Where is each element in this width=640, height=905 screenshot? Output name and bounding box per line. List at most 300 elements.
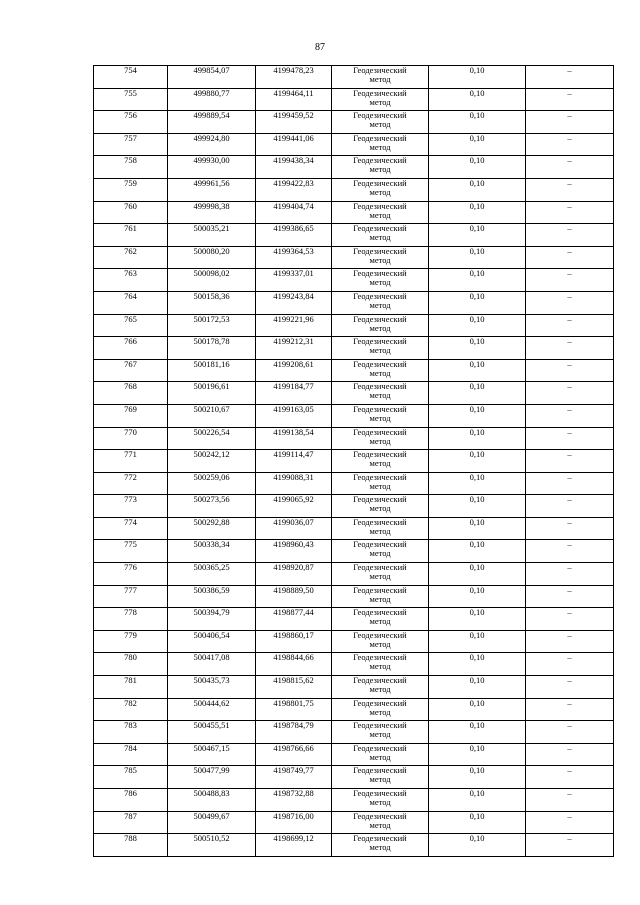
method-line-1: Геодезический — [353, 268, 407, 279]
method-line-2: метод — [369, 751, 391, 762]
method-cell — [332, 404, 429, 427]
x-coordinate-cell: 499930,00 — [168, 156, 256, 179]
point-number-cell: 762 — [94, 246, 168, 269]
table-row — [94, 269, 614, 292]
x-coordinate-cell: 500488,83 — [168, 789, 256, 812]
note-cell: – — [526, 630, 614, 653]
accuracy-cell: 0,10 — [429, 314, 526, 337]
note-cell: – — [526, 269, 614, 292]
y-coordinate-cell: 4199138,54 — [256, 427, 332, 450]
point-number-cell: 787 — [94, 811, 168, 834]
method-line-2: метод — [369, 842, 391, 853]
method-cell — [332, 246, 429, 269]
y-coordinate-cell: 4198801,75 — [256, 698, 332, 721]
method-cell — [332, 382, 429, 405]
accuracy-cell: 0,10 — [429, 811, 526, 834]
method-cell — [332, 337, 429, 360]
method-line-1: Геодезический — [353, 585, 407, 595]
point-number-cell: 781 — [94, 676, 168, 699]
table-row — [94, 66, 614, 89]
method-line-2: метод — [369, 345, 391, 356]
table-row — [94, 698, 614, 721]
method-line-2: метод — [369, 706, 391, 717]
note-cell: – — [526, 540, 614, 563]
coordinates-table-body — [94, 66, 614, 857]
note-cell: – — [526, 359, 614, 382]
method-line-1: Геодезический — [353, 155, 407, 166]
accuracy-cell: 0,10 — [429, 766, 526, 789]
note-cell: – — [526, 608, 614, 631]
method-line-1: Геодезический — [353, 765, 407, 776]
accuracy-cell: 0,10 — [429, 111, 526, 134]
method-line-2: метод — [369, 435, 391, 446]
method-line-1: Геодезический — [353, 517, 407, 527]
method-line-2: метод — [369, 254, 391, 265]
note-cell: – — [526, 404, 614, 427]
point-number-cell: 777 — [94, 585, 168, 608]
note-cell: – — [526, 133, 614, 156]
method-line-1: Геодезический — [353, 494, 407, 505]
x-coordinate-cell: 499961,56 — [168, 178, 256, 201]
point-number-cell: 788 — [94, 834, 168, 857]
table-row — [94, 743, 614, 766]
table-row — [94, 382, 614, 405]
method-line-1: Геодезический — [353, 65, 407, 75]
point-number-cell: 780 — [94, 653, 168, 676]
method-cell — [332, 608, 429, 631]
table-row — [94, 201, 614, 224]
accuracy-cell: 0,10 — [429, 789, 526, 812]
x-coordinate-cell: 500435,73 — [168, 676, 256, 699]
y-coordinate-cell: 4198766,66 — [256, 743, 332, 766]
x-coordinate-cell: 500226,54 — [168, 427, 256, 450]
y-coordinate-cell: 4199404,74 — [256, 201, 332, 224]
point-number-cell: 772 — [94, 472, 168, 495]
note-cell: – — [526, 382, 614, 405]
method-line-1: Геодезический — [353, 472, 407, 482]
method-line-1: Геодезический — [353, 314, 407, 324]
point-number-cell: 766 — [94, 337, 168, 360]
table-row — [94, 246, 614, 269]
table-row — [94, 563, 614, 586]
table-row — [94, 608, 614, 631]
accuracy-cell: 0,10 — [429, 472, 526, 495]
accuracy-cell: 0,10 — [429, 563, 526, 586]
method-cell — [332, 766, 429, 789]
table-row — [94, 337, 614, 360]
point-number-cell: 759 — [94, 178, 168, 201]
note-cell: – — [526, 66, 614, 89]
accuracy-cell: 0,10 — [429, 721, 526, 744]
accuracy-cell: 0,10 — [429, 246, 526, 269]
y-coordinate-cell: 4199459,52 — [256, 111, 332, 134]
method-cell — [332, 314, 429, 337]
method-cell — [332, 427, 429, 450]
y-coordinate-cell: 4199243,84 — [256, 291, 332, 314]
point-number-cell: 779 — [94, 630, 168, 653]
accuracy-cell: 0,10 — [429, 834, 526, 857]
y-coordinate-cell: 4199441,06 — [256, 133, 332, 156]
method-line-1: Геодезический — [353, 404, 407, 414]
accuracy-cell: 0,10 — [429, 359, 526, 382]
x-coordinate-cell: 500158,36 — [168, 291, 256, 314]
y-coordinate-cell: 4199163,05 — [256, 404, 332, 427]
method-line-2: метод — [369, 571, 391, 582]
note-cell: – — [526, 495, 614, 518]
note-cell: – — [526, 88, 614, 111]
table-row — [94, 630, 614, 653]
method-line-2: метод — [369, 412, 391, 423]
note-cell: – — [526, 743, 614, 766]
x-coordinate-cell: 499889,54 — [168, 111, 256, 134]
method-cell — [332, 698, 429, 721]
accuracy-cell: 0,10 — [429, 698, 526, 721]
method-line-2: метод — [369, 819, 391, 830]
method-cell — [332, 291, 429, 314]
accuracy-cell: 0,10 — [429, 676, 526, 699]
accuracy-cell: 0,10 — [429, 382, 526, 405]
point-number-cell: 776 — [94, 563, 168, 586]
method-line-2: метод — [369, 390, 391, 401]
method-line-2: метод — [369, 774, 391, 785]
accuracy-cell: 0,10 — [429, 427, 526, 450]
y-coordinate-cell: 4198889,50 — [256, 585, 332, 608]
table-row — [94, 224, 614, 247]
y-coordinate-cell: 4199337,01 — [256, 269, 332, 292]
point-number-cell: 757 — [94, 133, 168, 156]
method-line-2: метод — [369, 729, 391, 740]
method-line-1: Геодезический — [353, 88, 407, 98]
y-coordinate-cell: 4199422,83 — [256, 178, 332, 201]
method-cell — [332, 201, 429, 224]
y-coordinate-cell: 4198749,77 — [256, 766, 332, 789]
method-line-2: метод — [369, 322, 391, 333]
x-coordinate-cell: 500181,16 — [168, 359, 256, 382]
y-coordinate-cell: 4198877,44 — [256, 608, 332, 631]
y-coordinate-cell: 4199221,96 — [256, 314, 332, 337]
note-cell: – — [526, 517, 614, 540]
y-coordinate-cell: 4198716,00 — [256, 811, 332, 834]
x-coordinate-cell: 500386,59 — [168, 585, 256, 608]
method-line-1: Геодезический — [353, 201, 407, 211]
y-coordinate-cell: 4199464,11 — [256, 88, 332, 111]
method-line-2: метод — [369, 548, 391, 559]
point-number-cell: 755 — [94, 88, 168, 111]
method-line-1: Геодезический — [353, 133, 407, 143]
table-row — [94, 495, 614, 518]
point-number-cell: 786 — [94, 789, 168, 812]
table-row — [94, 427, 614, 450]
accuracy-cell: 0,10 — [429, 178, 526, 201]
point-number-cell: 782 — [94, 698, 168, 721]
accuracy-cell: 0,10 — [429, 156, 526, 179]
y-coordinate-cell: 4198732,88 — [256, 789, 332, 812]
note-cell: – — [526, 111, 614, 134]
y-coordinate-cell: 4199364,53 — [256, 246, 332, 269]
accuracy-cell: 0,10 — [429, 517, 526, 540]
point-number-cell: 785 — [94, 766, 168, 789]
method-line-2: метод — [369, 186, 391, 197]
point-number-cell: 769 — [94, 404, 168, 427]
method-line-2: метод — [369, 616, 391, 627]
accuracy-cell: 0,10 — [429, 337, 526, 360]
method-line-2: метод — [369, 797, 391, 807]
point-number-cell: 783 — [94, 721, 168, 744]
x-coordinate-cell: 500499,67 — [168, 811, 256, 834]
method-line-2: метод — [369, 232, 391, 243]
x-coordinate-cell: 500035,21 — [168, 224, 256, 247]
note-cell: – — [526, 676, 614, 699]
accuracy-cell: 0,10 — [429, 269, 526, 292]
note-cell: – — [526, 585, 614, 608]
method-cell — [332, 495, 429, 518]
table-row — [94, 472, 614, 495]
x-coordinate-cell: 500365,25 — [168, 563, 256, 586]
point-number-cell: 784 — [94, 743, 168, 766]
accuracy-cell: 0,10 — [429, 404, 526, 427]
accuracy-cell: 0,10 — [429, 743, 526, 766]
method-line-1: Геодезический — [353, 652, 407, 663]
note-cell: – — [526, 563, 614, 586]
point-number-cell: 767 — [94, 359, 168, 382]
y-coordinate-cell: 4198844,66 — [256, 653, 332, 676]
note-cell: – — [526, 291, 614, 314]
x-coordinate-cell: 500196,61 — [168, 382, 256, 405]
point-number-cell: 764 — [94, 291, 168, 314]
method-cell — [332, 66, 429, 89]
note-cell: – — [526, 811, 614, 834]
method-line-1: Геодезический — [353, 562, 407, 573]
y-coordinate-cell: 4198860,17 — [256, 630, 332, 653]
point-number-cell: 756 — [94, 111, 168, 134]
accuracy-cell: 0,10 — [429, 630, 526, 653]
x-coordinate-cell: 499854,07 — [168, 66, 256, 89]
method-cell — [332, 224, 429, 247]
note-cell: – — [526, 698, 614, 721]
x-coordinate-cell: 500444,62 — [168, 698, 256, 721]
method-cell — [332, 540, 429, 563]
method-cell — [332, 811, 429, 834]
x-coordinate-cell: 500172,53 — [168, 314, 256, 337]
x-coordinate-cell: 499924,80 — [168, 133, 256, 156]
method-line-2: метод — [369, 299, 391, 310]
x-coordinate-cell: 500338,34 — [168, 540, 256, 563]
method-line-2: метод — [369, 96, 391, 107]
point-number-cell: 774 — [94, 517, 168, 540]
note-cell: – — [526, 224, 614, 247]
method-line-2: метод — [369, 480, 391, 491]
method-cell — [332, 111, 429, 134]
accuracy-cell: 0,10 — [429, 495, 526, 518]
point-number-cell: 763 — [94, 269, 168, 292]
method-line-1: Геодезический — [353, 833, 407, 844]
method-line-1: Геодезический — [353, 110, 407, 121]
x-coordinate-cell: 500477,99 — [168, 766, 256, 789]
method-line-2: метод — [369, 119, 391, 130]
method-cell — [332, 676, 429, 699]
method-cell — [332, 653, 429, 676]
method-line-2: метод — [369, 525, 391, 536]
table-row — [94, 517, 614, 540]
method-line-1: Геодезический — [353, 811, 407, 821]
accuracy-cell: 0,10 — [429, 585, 526, 608]
table-row — [94, 766, 614, 789]
table-row — [94, 811, 614, 834]
y-coordinate-cell: 4199208,61 — [256, 359, 332, 382]
table-row — [94, 834, 614, 857]
table-row — [94, 88, 614, 111]
table-row — [94, 111, 614, 134]
accuracy-cell: 0,10 — [429, 88, 526, 111]
y-coordinate-cell: 4199386,65 — [256, 224, 332, 247]
method-cell — [332, 178, 429, 201]
point-number-cell: 770 — [94, 427, 168, 450]
y-coordinate-cell: 4199438,34 — [256, 156, 332, 179]
note-cell: – — [526, 156, 614, 179]
accuracy-cell: 0,10 — [429, 291, 526, 314]
accuracy-cell: 0,10 — [429, 66, 526, 89]
note-cell: – — [526, 653, 614, 676]
point-number-cell: 771 — [94, 450, 168, 473]
method-line-2: метод — [369, 367, 391, 378]
method-cell — [332, 517, 429, 540]
method-cell — [332, 133, 429, 156]
method-line-2: метод — [369, 74, 391, 84]
page-number: 87 — [315, 42, 325, 53]
x-coordinate-cell: 500242,12 — [168, 450, 256, 473]
x-coordinate-cell: 500510,52 — [168, 834, 256, 857]
method-line-1: Геодезический — [353, 449, 407, 460]
method-line-1: Геодезический — [353, 336, 407, 347]
note-cell: – — [526, 427, 614, 450]
accuracy-cell: 0,10 — [429, 653, 526, 676]
method-line-2: метод — [369, 277, 391, 288]
x-coordinate-cell: 500394,79 — [168, 608, 256, 631]
method-line-2: метод — [369, 458, 391, 469]
note-cell: – — [526, 834, 614, 857]
method-line-1: Геодезический — [353, 223, 407, 234]
note-cell: – — [526, 721, 614, 744]
method-line-1: Геодезический — [353, 539, 407, 550]
y-coordinate-cell: 4199065,92 — [256, 495, 332, 518]
method-cell — [332, 156, 429, 179]
x-coordinate-cell: 500406,54 — [168, 630, 256, 653]
table-row — [94, 789, 614, 812]
method-line-2: метод — [369, 141, 391, 152]
y-coordinate-cell: 4199184,77 — [256, 382, 332, 405]
note-cell: – — [526, 246, 614, 269]
table-row — [94, 133, 614, 156]
method-line-1: Геодезический — [353, 291, 407, 301]
method-line-1: Геодезический — [353, 743, 407, 753]
method-cell — [332, 359, 429, 382]
point-number-cell: 768 — [94, 382, 168, 405]
table-row — [94, 721, 614, 744]
note-cell: – — [526, 314, 614, 337]
method-line-1: Геодезический — [353, 630, 407, 640]
method-cell — [332, 563, 429, 586]
point-number-cell: 760 — [94, 201, 168, 224]
x-coordinate-cell: 500292,88 — [168, 517, 256, 540]
method-cell — [332, 834, 429, 857]
method-cell — [332, 721, 429, 744]
y-coordinate-cell: 4199478,23 — [256, 66, 332, 89]
method-line-1: Геодезический — [353, 246, 407, 256]
x-coordinate-cell: 500098,02 — [168, 269, 256, 292]
method-cell — [332, 88, 429, 111]
table-row — [94, 585, 614, 608]
y-coordinate-cell: 4199088,31 — [256, 472, 332, 495]
table-row — [94, 291, 614, 314]
method-line-2: метод — [369, 209, 391, 220]
note-cell: – — [526, 178, 614, 201]
x-coordinate-cell: 500417,08 — [168, 653, 256, 676]
method-cell — [332, 630, 429, 653]
table-row — [94, 676, 614, 699]
method-line-1: Геодезический — [353, 427, 407, 437]
table-row — [94, 156, 614, 179]
point-number-cell: 761 — [94, 224, 168, 247]
method-line-2: метод — [369, 684, 391, 695]
note-cell: – — [526, 472, 614, 495]
method-line-1: Геодезический — [353, 359, 407, 369]
method-line-1: Геодезический — [353, 788, 407, 798]
method-line-2: метод — [369, 638, 391, 649]
y-coordinate-cell: 4198815,62 — [256, 676, 332, 699]
accuracy-cell: 0,10 — [429, 201, 526, 224]
y-coordinate-cell: 4199212,31 — [256, 337, 332, 360]
method-cell — [332, 450, 429, 473]
table-row — [94, 653, 614, 676]
accuracy-cell: 0,10 — [429, 450, 526, 473]
method-line-1: Геодезический — [353, 178, 407, 188]
method-line-1: Геодезический — [353, 675, 407, 686]
note-cell: – — [526, 450, 614, 473]
table-row — [94, 404, 614, 427]
y-coordinate-cell: 4199114,47 — [256, 450, 332, 473]
note-cell: – — [526, 201, 614, 224]
x-coordinate-cell: 500259,06 — [168, 472, 256, 495]
method-line-1: Геодезический — [353, 698, 407, 708]
x-coordinate-cell: 500455,51 — [168, 721, 256, 744]
x-coordinate-cell: 500178,78 — [168, 337, 256, 360]
y-coordinate-cell: 4198920,87 — [256, 563, 332, 586]
method-cell — [332, 585, 429, 608]
method-line-1: Геодезический — [353, 381, 407, 392]
x-coordinate-cell: 499998,38 — [168, 201, 256, 224]
x-coordinate-cell: 500467,15 — [168, 743, 256, 766]
y-coordinate-cell: 4198699,12 — [256, 834, 332, 857]
method-cell — [332, 472, 429, 495]
point-number-cell: 778 — [94, 608, 168, 631]
point-number-cell: 758 — [94, 156, 168, 179]
point-number-cell: 765 — [94, 314, 168, 337]
y-coordinate-cell: 4199036,07 — [256, 517, 332, 540]
coordinates-table — [93, 65, 614, 857]
table-row — [94, 450, 614, 473]
x-coordinate-cell: 500080,20 — [168, 246, 256, 269]
method-line-1: Геодезический — [353, 607, 407, 618]
method-line-2: метод — [369, 164, 391, 175]
x-coordinate-cell: 499880,77 — [168, 88, 256, 111]
y-coordinate-cell: 4198784,79 — [256, 721, 332, 744]
table-row — [94, 314, 614, 337]
method-cell — [332, 743, 429, 766]
method-line-2: метод — [369, 503, 391, 514]
table-row — [94, 540, 614, 563]
y-coordinate-cell: 4198960,43 — [256, 540, 332, 563]
accuracy-cell: 0,10 — [429, 133, 526, 156]
